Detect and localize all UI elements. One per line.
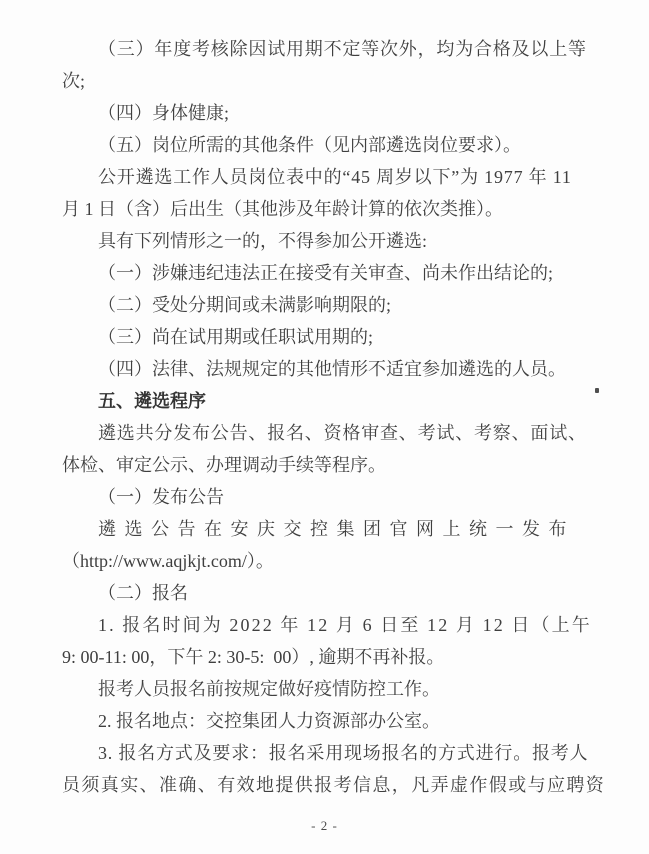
text-line: （五）岗位所需的其他条件（见内部遴选岗位要求）。 [98,135,521,155]
text-line: 1. 报名时间为 2022 年 12 月 6 日至 12 月 12 日（上午 [98,615,592,635]
text-line: 体检、审定公示、办理调动手续等程序。 [62,455,386,475]
text-line: 3. 报名方式及要求：报名采用现场报名的方式进行。报考人 [98,743,589,763]
subsection-heading: （一）发布公告 [98,487,224,507]
text-line: 次; [62,71,86,91]
text-line: 公开遴选工作人员岗位表中的“45 周岁以下”为 1977 年 11 [98,167,572,187]
text-line: 具有下列情形之一的，不得参加公开遴选: [98,231,427,251]
document-body [62,33,606,801]
section-heading: 五、遴选程序 [98,391,206,411]
text-line: （二）受处分期间或未满影响期限的; [98,295,391,315]
text-line: （三）年度考核除因试用期不定等次外，均为合格及以上等 [98,39,587,59]
subsection-heading: （二）报名 [98,583,188,603]
text-line: 遴选公告在安庆交控集团官网上统一发布 [98,519,575,539]
text-line: 9: 00-11: 00，下午 2: 30-5: 00）, 逾期不再补报。 [62,647,445,667]
text-line: （http://www.aqjkjt.com/）。 [62,551,274,571]
text-line: 2. 报名地点：交控集团人力资源部办公室。 [98,711,440,731]
page-number: - 2 - [311,818,338,833]
text-line: 报考人员报名前按规定做好疫情防控工作。 [98,679,440,699]
ink-speck-artifact [595,388,599,393]
text-line: （四）法律、法规规定的其他情形不适宜参加遴选的人员。 [98,359,566,379]
text-line: （四）身体健康; [98,103,230,123]
text-line: 月 1 日（含）后出生（其他涉及年龄计算的依次类推）。 [62,199,503,219]
text-line: （一）涉嫌违纪违法正在接受有关审查、尚未作出结论的; [98,263,553,283]
text-line: 遴选共分发布公告、报名、资格审查、考试、考察、面试、 [98,423,587,443]
text-line: 员须真实、准确、有效地提供报考信息，凡弄虚作假或与应聘资 [62,775,606,795]
text-line: （三）尚在试用期或任职试用期的; [98,327,373,347]
